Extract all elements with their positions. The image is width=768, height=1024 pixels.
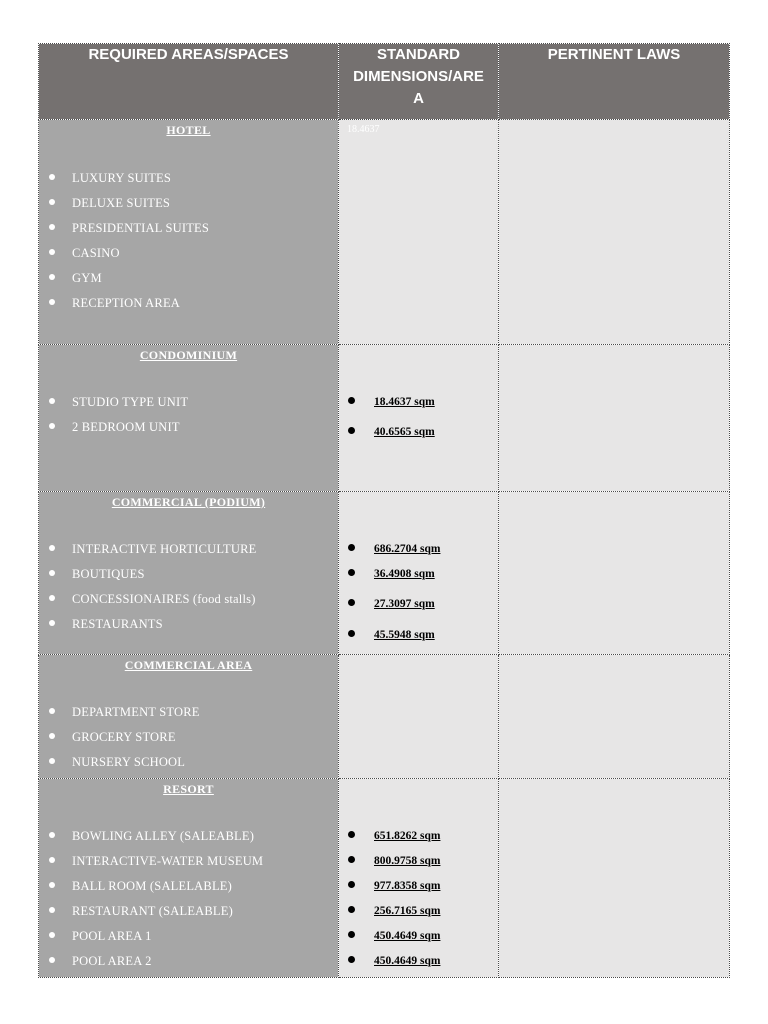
commercial-podium-dimensions-cell xyxy=(339,492,499,655)
item-label: GROCERY STORE xyxy=(72,730,176,744)
resort-dimensions-cell xyxy=(339,779,499,978)
item-label: RECEPTION AREA xyxy=(72,296,181,310)
bullet-icon xyxy=(49,832,55,838)
header-areas-text: REQUIRED AREAS/SPACES xyxy=(88,46,289,63)
bullet-icon xyxy=(49,733,55,739)
list-item xyxy=(49,171,171,186)
list-item xyxy=(49,567,145,582)
dimension-item xyxy=(348,930,440,942)
list-item xyxy=(49,904,233,919)
dimension-item xyxy=(348,905,440,917)
condominium-areas-cell xyxy=(39,345,339,492)
list-item xyxy=(49,271,102,286)
faint-dimension-text: 18.4637 xyxy=(347,124,380,135)
dimension-value: 40.6565 sqm xyxy=(374,426,435,438)
bullet-icon xyxy=(49,545,55,551)
bullet-icon xyxy=(348,599,355,606)
list-item xyxy=(49,246,120,261)
item-label: CONCESSIONAIRES (food stalls) xyxy=(72,592,256,606)
dimension-value: 256.7165 sqm xyxy=(374,905,441,917)
commercial-area-areas-cell xyxy=(39,655,339,779)
bullet-icon xyxy=(49,857,55,863)
dimension-item xyxy=(348,396,435,408)
hotel-dimensions-cell xyxy=(339,120,499,345)
bullet-icon xyxy=(348,831,355,838)
condominium-dimensions-cell xyxy=(339,345,499,492)
dimension-value: 450.4649 sqm xyxy=(374,930,441,942)
section-row-resort xyxy=(39,779,730,978)
bullet-icon xyxy=(49,398,55,404)
list-item xyxy=(49,221,209,236)
resort-areas-cell xyxy=(39,779,339,978)
list-item xyxy=(49,705,200,720)
list-item xyxy=(49,854,263,869)
dimension-item xyxy=(348,855,440,867)
bullet-icon xyxy=(49,224,55,230)
list-item xyxy=(49,592,256,607)
dimension-value: 45.5948 sqm xyxy=(374,629,435,641)
bullet-icon xyxy=(348,397,355,404)
item-label: LUXURY SUITES xyxy=(72,171,172,185)
list-item xyxy=(49,542,256,557)
section-title-resort: RESORT xyxy=(163,782,214,796)
dimension-item xyxy=(348,598,435,610)
section-row-hotel xyxy=(39,120,730,345)
bullet-icon xyxy=(49,957,55,963)
section-title-commercial-podium: COMMERCIAL (PODIUM) xyxy=(111,495,266,509)
dimension-value: 27.3097 sqm xyxy=(374,598,435,610)
bullet-icon xyxy=(49,423,55,429)
bullet-icon xyxy=(49,708,55,714)
item-label: RESTAURANT (SALEABLE) xyxy=(72,904,233,918)
header-dimensions-line3: A xyxy=(413,90,424,107)
list-item xyxy=(49,395,188,410)
commercial-area-laws-cell xyxy=(499,655,730,779)
list-item xyxy=(49,755,185,770)
hotel-laws-cell xyxy=(499,120,730,345)
dimension-item xyxy=(348,629,435,641)
hotel-areas-cell xyxy=(39,120,339,345)
list-item xyxy=(49,617,163,632)
bullet-icon xyxy=(49,174,55,180)
header-dimensions-line1: STANDARD xyxy=(376,46,461,63)
dimension-item xyxy=(348,955,440,967)
item-label: INTERACTIVE-WATER MUSEUM xyxy=(72,854,264,868)
bullet-icon xyxy=(49,570,55,576)
item-label: STUDIO TYPE UNIT xyxy=(72,395,189,409)
bullet-icon xyxy=(49,907,55,913)
dimension-item xyxy=(348,880,440,892)
bullet-icon xyxy=(348,956,355,963)
section-title-condominium: CONDOMINIUM xyxy=(139,348,238,362)
list-item xyxy=(49,420,180,435)
section-row-commercial-podium xyxy=(39,492,730,655)
item-label: RESTAURANTS xyxy=(72,617,163,631)
bullet-icon xyxy=(348,427,355,434)
list-item xyxy=(49,829,254,844)
item-label: BOUTIQUES xyxy=(72,567,145,581)
item-label: CASINO xyxy=(72,246,120,260)
bullet-icon xyxy=(49,249,55,255)
item-label: PRESIDENTIAL SUITES xyxy=(72,221,210,235)
dimension-value: 450.4649 sqm xyxy=(374,955,441,967)
item-label: INTERACTIVE HORTICULTURE xyxy=(72,542,257,556)
item-label: 2 BEDROOM UNIT xyxy=(72,420,180,434)
bullet-icon xyxy=(348,630,355,637)
section-title-hotel: HOTEL xyxy=(166,123,211,137)
section-title-commercial-area: COMMERCIAL AREA xyxy=(124,658,253,672)
dimension-item xyxy=(348,426,435,438)
header-row xyxy=(39,44,730,120)
item-label: BALL ROOM (SALELABLE) xyxy=(72,879,232,893)
bullet-icon xyxy=(49,882,55,888)
list-item xyxy=(49,296,180,311)
bullet-icon xyxy=(49,595,55,601)
header-areas xyxy=(39,44,339,120)
bullet-icon xyxy=(49,758,55,764)
commercial-podium-areas-cell xyxy=(39,492,339,655)
requirements-table xyxy=(38,43,730,978)
dimension-value: 18.4637 sqm xyxy=(374,396,435,408)
commercial-podium-laws-cell xyxy=(499,492,730,655)
dimension-value: 36.4908 sqm xyxy=(374,568,435,580)
dimension-value: 800.9758 sqm xyxy=(374,855,441,867)
dimension-item xyxy=(348,830,440,842)
dimension-value: 651.8262 sqm xyxy=(374,830,441,842)
item-label: DELUXE SUITES xyxy=(72,196,171,210)
header-dimensions-line2: DIMENSIONS/ARE xyxy=(353,68,484,85)
commercial-area-dimensions-cell xyxy=(339,655,499,779)
bullet-icon xyxy=(49,199,55,205)
dimension-item xyxy=(348,543,440,555)
bullet-icon xyxy=(348,544,355,551)
resort-laws-cell xyxy=(499,779,730,978)
item-label: DEPARTMENT STORE xyxy=(72,705,200,719)
bullet-icon xyxy=(348,856,355,863)
bullet-icon xyxy=(348,569,355,576)
item-label: BOWLING ALLEY (SALEABLE) xyxy=(72,829,255,843)
bullet-icon xyxy=(49,299,55,305)
bullet-icon xyxy=(348,881,355,888)
section-row-commercial-area xyxy=(39,655,730,779)
item-label: NURSERY SCHOOL xyxy=(72,755,186,769)
list-item xyxy=(49,879,232,894)
header-laws xyxy=(499,44,730,120)
list-item xyxy=(49,954,152,969)
bullet-icon xyxy=(49,274,55,280)
dimension-value: 686.2704 sqm xyxy=(374,543,441,555)
item-label: GYM xyxy=(72,271,102,285)
list-item xyxy=(49,730,176,745)
header-dimensions xyxy=(339,44,499,120)
bullet-icon xyxy=(49,620,55,626)
item-label: POOL AREA 2 xyxy=(72,954,152,968)
bullet-icon xyxy=(49,932,55,938)
header-laws-text: PERTINENT LAWS xyxy=(547,46,681,63)
dimension-item xyxy=(348,568,435,580)
list-item xyxy=(49,196,170,211)
condominium-laws-cell xyxy=(499,345,730,492)
item-label: POOL AREA 1 xyxy=(72,929,152,943)
list-item xyxy=(49,929,152,944)
section-row-condominium xyxy=(39,345,730,492)
bullet-icon xyxy=(348,931,355,938)
bullet-icon xyxy=(348,906,355,913)
dimension-value: 977.8358 sqm xyxy=(374,880,441,892)
